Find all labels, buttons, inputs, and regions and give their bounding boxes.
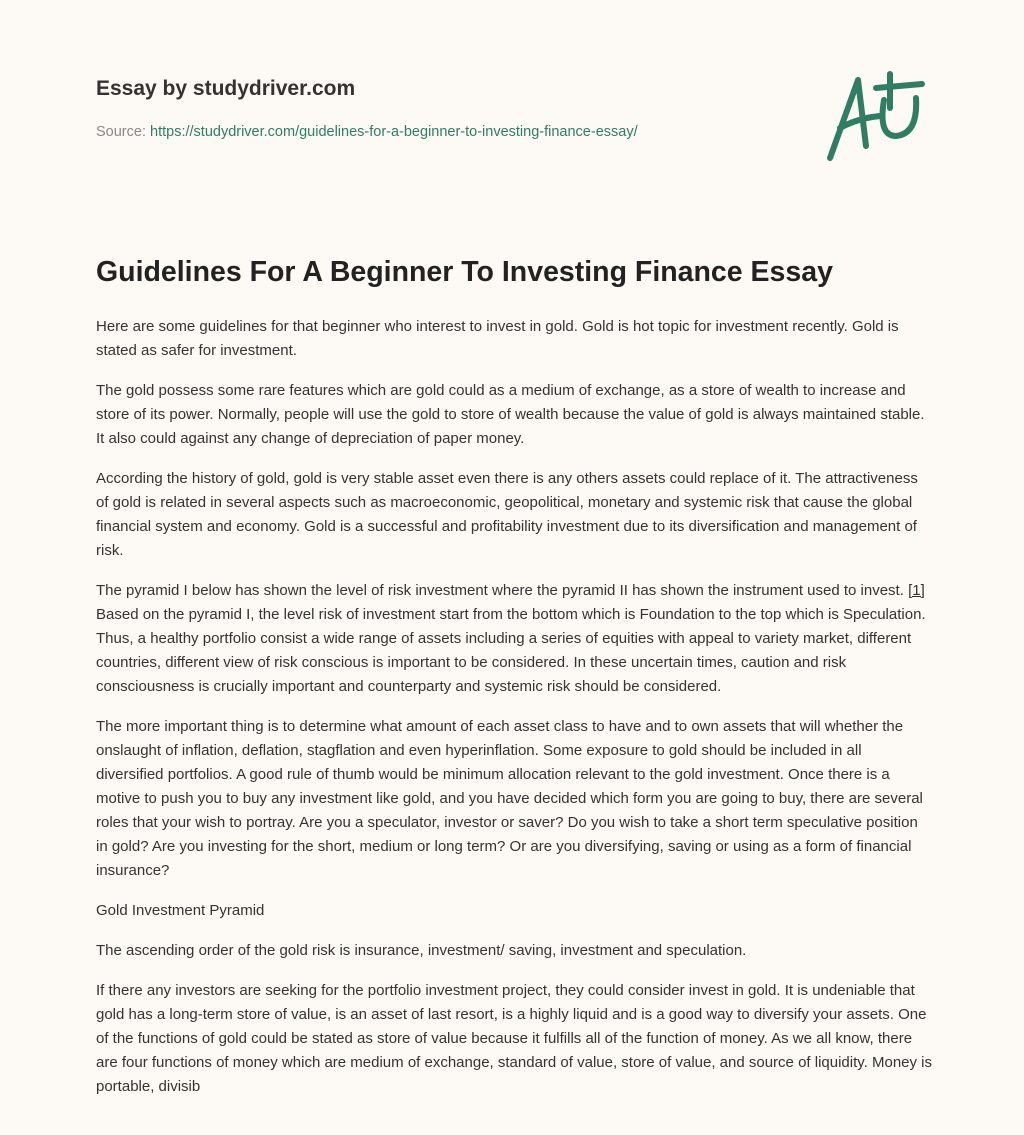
source-link[interactable]: https://studydriver.com/guidelines-for-a-beginner-to-investing-finance-essay/ bbox=[150, 124, 638, 140]
paragraph: If there any investors are seeking for the portfolio investment project, they could consider invest in gold. It is undeniable that gold has a long-term store of value, is an asset of last resort, is a highly liquid and is a good way to diversify your assets. One of the functions of gold could be stated as store of value because it fulfills all of the function of money. As we all know, there are four functions of money which are medium of exchange, standard of value, store of value, and source of liquidity. Money is portable, divisib bbox=[96, 982, 933, 1095]
paragraph bbox=[96, 579, 932, 699]
paragraph: The gold possess some rare features which are gold could as a medium of exchange, as a store of wealth to increase and store of its power. Normally, people will use the gold to store of wealth because the value of gold is always maintained stable. It also could against any change of depreciation of paper money. bbox=[96, 382, 925, 447]
source-line bbox=[96, 124, 638, 140]
source-label: Source: bbox=[96, 124, 146, 140]
article-body bbox=[96, 315, 932, 1115]
site-title: Essay by studydriver.com bbox=[96, 77, 356, 100]
paragraph: According the history of gold, gold is very stable asset even there is any others assets could replace of it. The attractiveness of gold is related in several aspects such as macroeconomic, geopolitical, monetary and systemic risk that cause the global financial system and economy. Gold is a successful and profitability investment due to its diversification and management of risk. bbox=[96, 470, 918, 559]
a-plus-logo-icon bbox=[818, 66, 928, 166]
page-header bbox=[0, 0, 1024, 230]
article-title: Guidelines For A Beginner To Investing Finance Essay bbox=[96, 256, 833, 288]
paragraph: Here are some guidelines for that beginner who interest to invest in gold. Gold is hot topic for investment recently. Gold is stated as safer for investment. bbox=[96, 318, 899, 359]
subheading: Gold Investment Pyramid bbox=[96, 902, 265, 919]
footnote-link[interactable]: [1] bbox=[908, 582, 925, 599]
paragraph: The more important thing is to determine what amount of each asset class to have and to own assets that will whether the onslaught of inflation, deflation, stagflation and even hyperinflation. Some exposure to gold should be included in all diversified portfolios. A good rule of thumb would be minimum allocation relevant to the gold investment. Once there is a motive to push you to buy any investment like gold, and you have decided which form you are going to buy, there are several roles that your wish to portray. Are you a speculator, investor or saver? Do you wish to take a short term speculative position in gold? Are you investing for the short, medium or long term? Or are you diversifying, saving or using as a form of financial insurance? bbox=[96, 718, 923, 879]
paragraph-text: The pyramid I below has shown the level of risk investment where the pyramid II has shown the instrument used to invest. bbox=[96, 582, 909, 599]
paragraph-text: Based on the pyramid I, the level risk of investment start from the bottom which is Foundation to the top which is Speculation. Thus, a healthy portfolio consist a wide range of assets including a series of equities with appeal to variety market, different countries, different view of risk conscious is important to be considered. In these uncertain times, caution and risk consciousness is crucially important and counterparty and systemic risk should be considered. bbox=[96, 606, 926, 695]
paragraph: The ascending order of the gold risk is insurance, investment/ saving, investment and speculation. bbox=[96, 942, 747, 959]
